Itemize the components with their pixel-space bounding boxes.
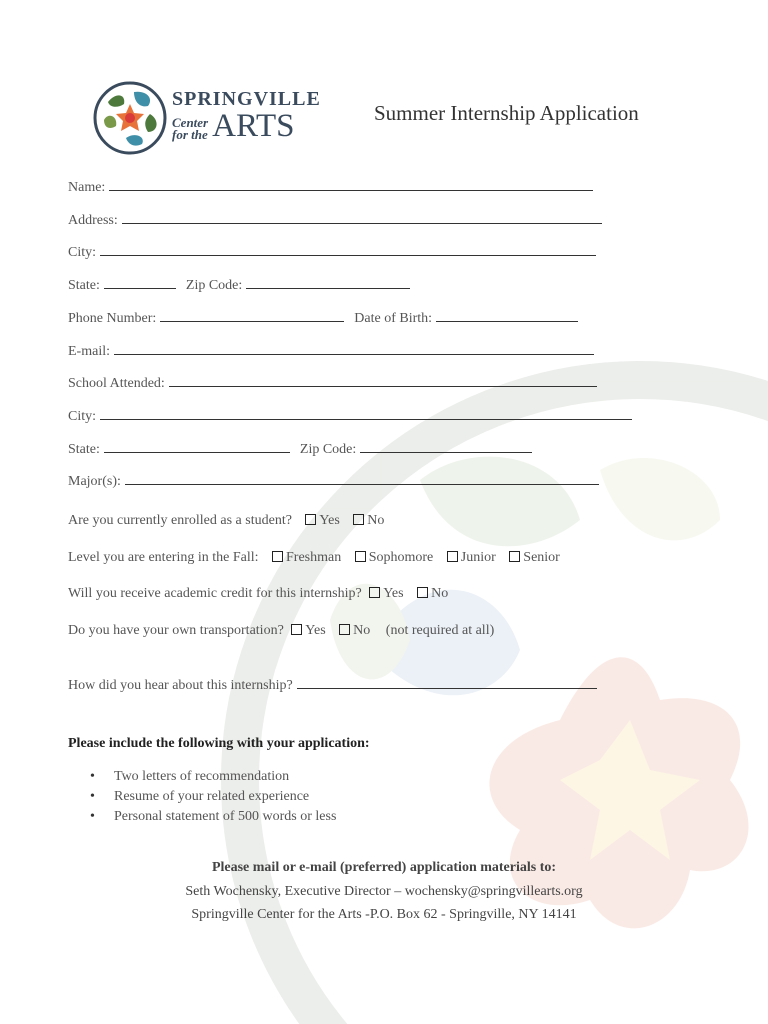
phone-label: Phone Number:	[68, 311, 157, 326]
enrolled-yes-label: Yes	[319, 513, 340, 528]
major-field[interactable]	[125, 472, 599, 485]
credit-no-checkbox[interactable]	[417, 587, 428, 598]
transport-text: Do you have your own transportation?	[68, 623, 284, 638]
enrolled-no-label: No	[367, 513, 385, 528]
state-label: State:	[68, 278, 100, 293]
address-field[interactable]	[122, 211, 602, 224]
school-state-zip-row	[68, 440, 542, 459]
senior-checkbox[interactable]	[509, 551, 520, 562]
enrolled-no-checkbox[interactable]	[353, 514, 364, 525]
phone-dob-row	[68, 309, 588, 328]
logo-name-top: SPRINGVILLE	[172, 88, 321, 110]
logo	[92, 80, 337, 158]
school-zip-field[interactable]	[360, 440, 532, 453]
major-row	[68, 472, 609, 491]
enrolled-text: Are you currently enrolled as a student?	[68, 513, 292, 528]
logo-for-the: for the	[172, 127, 208, 142]
city-field[interactable]	[100, 243, 596, 256]
school-field[interactable]	[169, 374, 597, 387]
credit-no-label: No	[431, 586, 449, 601]
dob-field[interactable]	[436, 309, 578, 322]
include-heading: Please include the following with your application:	[68, 736, 370, 751]
list-item: • Personal statement of 500 words or less	[90, 807, 336, 827]
transport-question	[68, 622, 494, 640]
transport-yes-label: Yes	[305, 623, 326, 638]
name-field[interactable]	[109, 178, 593, 191]
address-line: Springville Center for the Arts -P.O. Box 62 - Springville, NY 14141	[191, 907, 577, 922]
email-label: E-mail:	[68, 344, 110, 359]
hear-question	[68, 676, 607, 695]
credit-text: Will you receive academic credit for this internship?	[68, 586, 362, 601]
junior-label: Junior	[460, 550, 496, 565]
level-text: Level you are entering in the Fall:	[68, 550, 259, 565]
credit-yes-label: Yes	[383, 586, 404, 601]
logo-arts: ARTS	[212, 108, 295, 144]
school-row	[68, 374, 607, 393]
school-city-label: City:	[68, 409, 97, 424]
major-label: Major(s):	[68, 474, 121, 489]
zip-field[interactable]	[246, 276, 410, 289]
logo-center: Center	[172, 115, 209, 130]
school-label: School Attended:	[68, 376, 165, 391]
list-item: • Resume of your related experience	[90, 787, 336, 807]
level-question	[68, 549, 560, 567]
sophomore-checkbox[interactable]	[355, 551, 366, 562]
dob-label: Date of Birth:	[354, 311, 433, 326]
zip-label: Zip Code:	[185, 278, 243, 293]
junior-checkbox[interactable]	[447, 551, 458, 562]
mail-heading: Please mail or e-mail (preferred) application materials to:	[211, 860, 557, 875]
list-item: • Two letters of recommendation	[90, 767, 336, 787]
state-field[interactable]	[104, 276, 176, 289]
sophomore-label: Sophomore	[368, 550, 434, 565]
freshman-checkbox[interactable]	[272, 551, 283, 562]
credit-yes-checkbox[interactable]	[369, 587, 380, 598]
transport-note: (not required at all)	[385, 623, 495, 638]
senior-label: Senior	[523, 550, 560, 565]
school-city-row	[68, 407, 642, 426]
city-label: City:	[68, 245, 97, 260]
logo-emblem-icon	[92, 80, 168, 156]
school-state-field[interactable]	[104, 440, 290, 453]
hear-field[interactable]	[297, 676, 597, 689]
name-label: Name:	[68, 180, 106, 195]
address-row	[68, 211, 612, 230]
phone-field[interactable]	[160, 309, 344, 322]
enrolled-yes-checkbox[interactable]	[305, 514, 316, 525]
email-row	[68, 342, 604, 361]
credit-question	[68, 585, 448, 603]
page-title: Summer Internship Application	[374, 101, 639, 125]
school-state-label: State:	[68, 442, 100, 457]
contact-line: Seth Wochensky, Executive Director – wochensky@springvillearts.org	[185, 884, 583, 899]
school-zip-label: Zip Code:	[299, 442, 357, 457]
name-row	[68, 178, 603, 197]
city-row	[68, 243, 606, 262]
freshman-label: Freshman	[286, 550, 342, 565]
transport-no-checkbox[interactable]	[339, 624, 350, 635]
state-zip-row	[68, 276, 420, 295]
school-city-field[interactable]	[100, 407, 632, 420]
enrolled-question	[68, 512, 384, 530]
transport-no-label: No	[353, 623, 371, 638]
include-list	[90, 767, 336, 827]
hear-text: How did you hear about this internship?	[68, 678, 293, 693]
address-label: Address:	[68, 213, 118, 228]
email-field[interactable]	[114, 342, 594, 355]
transport-yes-checkbox[interactable]	[291, 624, 302, 635]
